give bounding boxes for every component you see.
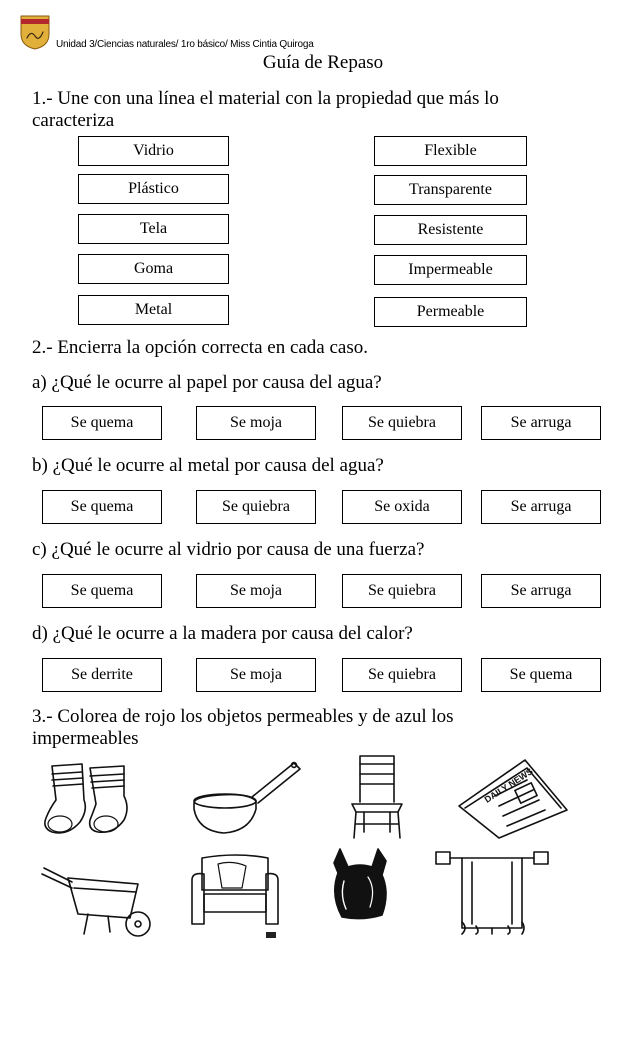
- option-c2[interactable]: Se moja: [196, 574, 316, 608]
- section3-instruction-cont: impermeables: [32, 728, 139, 749]
- material-box[interactable]: Vidrio: [78, 136, 229, 166]
- option-d1[interactable]: Se derrite: [42, 658, 162, 692]
- newspaper-masthead: DAILY NEWS: [482, 766, 535, 805]
- question-c: c) ¿Qué le ocurre al vidrio por causa de una fuerza?: [32, 539, 425, 560]
- chair-icon[interactable]: [346, 752, 408, 842]
- option-d3[interactable]: Se quiebra: [342, 658, 462, 692]
- material-box[interactable]: Tela: [78, 214, 229, 244]
- option-c3[interactable]: Se quiebra: [342, 574, 462, 608]
- page-title: Guía de Repaso: [262, 52, 384, 73]
- armchair-icon[interactable]: [188, 850, 286, 942]
- option-a3[interactable]: Se quiebra: [342, 406, 462, 440]
- property-box[interactable]: Impermeable: [374, 255, 527, 285]
- header-text: Unidad 3/Ciencias naturales/ 1ro básico/ Miss Cintia Quiroga: [56, 39, 314, 50]
- option-c1[interactable]: Se quema: [42, 574, 162, 608]
- question-d: d) ¿Qué le ocurre a la madera por causa del calor?: [32, 623, 413, 644]
- section2-instruction: 2.- Encierra la opción correcta en cada caso.: [32, 337, 368, 358]
- material-box[interactable]: Plástico: [78, 174, 229, 204]
- school-logo: [18, 14, 52, 50]
- question-b: b) ¿Qué le ocurre al metal por causa del agua?: [32, 455, 384, 476]
- frying-pan-icon[interactable]: [190, 757, 305, 842]
- property-box[interactable]: Resistente: [374, 215, 527, 245]
- wheelbarrow-icon[interactable]: [38, 858, 158, 942]
- socks-icon[interactable]: [38, 760, 143, 840]
- section3-instruction: 3.- Colorea de rojo los objetos permeables y de azul los: [32, 706, 454, 727]
- option-c4[interactable]: Se arruga: [481, 574, 601, 608]
- option-a1[interactable]: Se quema: [42, 406, 162, 440]
- option-b4[interactable]: Se arruga: [481, 490, 601, 524]
- towel-icon[interactable]: [432, 848, 552, 936]
- property-box[interactable]: Permeable: [374, 297, 527, 327]
- option-b1[interactable]: Se quema: [42, 490, 162, 524]
- property-box[interactable]: Flexible: [374, 136, 527, 166]
- option-b3[interactable]: Se oxida: [342, 490, 462, 524]
- property-box[interactable]: Transparente: [374, 175, 527, 205]
- option-d4[interactable]: Se quema: [481, 658, 601, 692]
- section1-instruction: 1.- Une con una línea el material con la propiedad que más lo: [32, 88, 499, 109]
- newspaper-icon[interactable]: [455, 756, 571, 842]
- option-d2[interactable]: Se moja: [196, 658, 316, 692]
- plastic-bag-icon[interactable]: [326, 845, 396, 923]
- material-box[interactable]: Goma: [78, 254, 229, 284]
- option-a4[interactable]: Se arruga: [481, 406, 601, 440]
- material-box[interactable]: Metal: [78, 295, 229, 325]
- option-b2[interactable]: Se quiebra: [196, 490, 316, 524]
- question-a: a) ¿Qué le ocurre al papel por causa del agua?: [32, 372, 382, 393]
- option-a2[interactable]: Se moja: [196, 406, 316, 440]
- section1-instruction-cont: caracteriza: [32, 110, 115, 131]
